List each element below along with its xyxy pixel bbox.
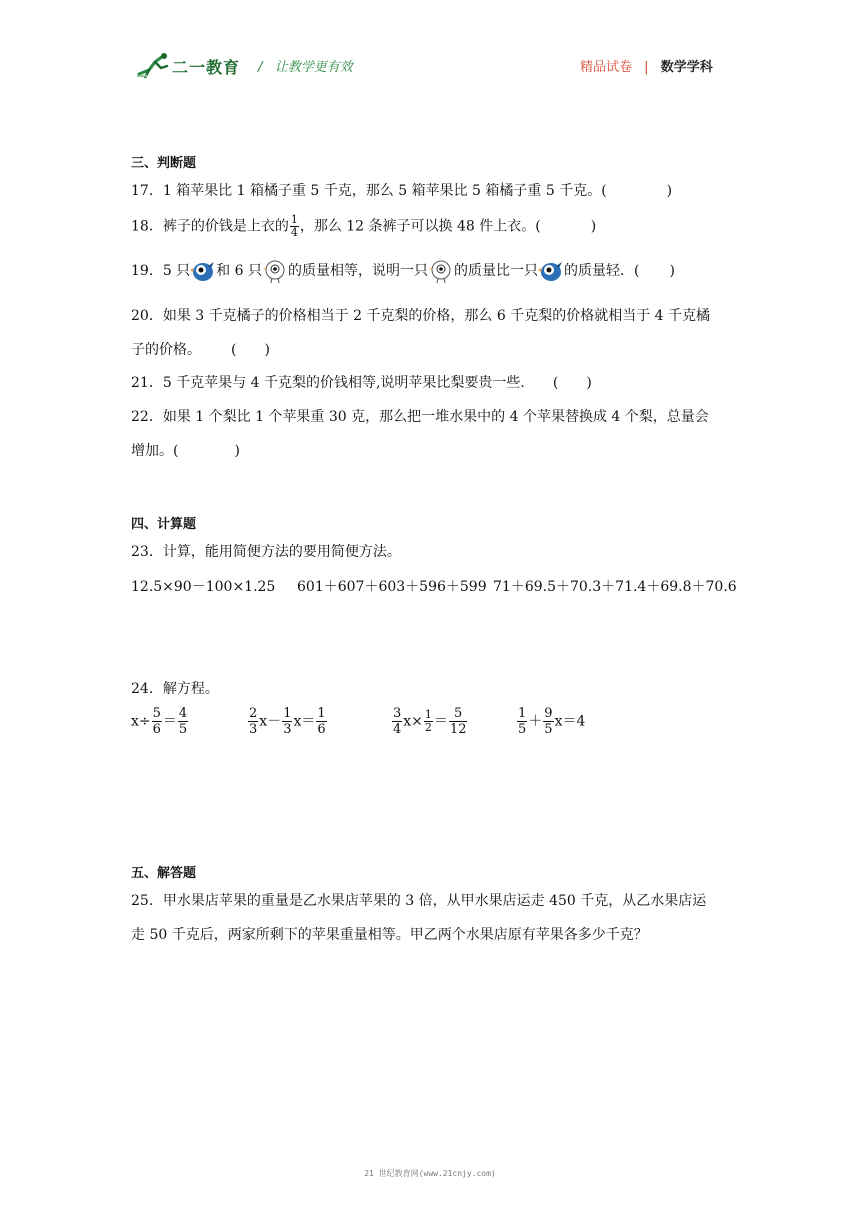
eq3-frac-1: $\frac{3}{4}$ <box>393 706 402 737</box>
question-17 <box>131 180 672 200</box>
equation-2 <box>247 706 328 737</box>
logo-text: 二一教育 <box>172 58 241 77</box>
blue-bird-icon-2 <box>538 258 564 284</box>
question-19 <box>131 258 675 284</box>
question-21 <box>131 372 592 392</box>
header-right <box>580 56 713 75</box>
q18-text-b: ，那么 12 条裤子可以换 48 件上衣。( <box>299 218 541 235</box>
equation-1 <box>131 706 189 737</box>
question-24: 24．解方程。 <box>131 681 219 697</box>
eq3-x1: x× <box>403 713 423 730</box>
q20-text: 子的价格。 <box>131 342 201 358</box>
logo-runner-icon <box>137 52 171 78</box>
q22-text: 增加。( <box>131 443 179 459</box>
eq1-prefix: x÷ <box>131 713 151 730</box>
question-20-line1: 20．如果 3 千克橘子的价格相当于 2 千克梨的价格，那么 6 千克梨的价格就相当于 4 千克橘 <box>131 308 711 324</box>
question-22-line2 <box>131 440 240 460</box>
eq4-tail: x＝4 <box>554 713 586 730</box>
eq1-frac-2: $\frac{4}{5}$ <box>178 706 188 737</box>
eq4-frac-1: $\frac{1}{5}$ <box>518 706 527 737</box>
eq3-frac-2: $\frac{1}{2}$ <box>424 708 432 734</box>
slogan-slash: / <box>258 60 263 75</box>
question-23: 23．计算，能用简便方法的要用简便方法。 <box>131 544 401 560</box>
question-20-line2 <box>131 339 270 359</box>
eq4-frac-2: $\frac{9}{5}$ <box>544 706 553 737</box>
eq3-frac-3: $\frac{5}{12}$ <box>449 706 467 737</box>
section-title-4: 四、计算题 <box>131 517 197 532</box>
question-18 <box>131 214 596 239</box>
eq3-equals: ＝ <box>433 713 448 730</box>
q18-text-a: 18．裤子的价钱是上衣的 <box>131 218 289 235</box>
blue-bird-icon <box>190 258 216 284</box>
section-title-5: 五、解答题 <box>131 866 197 881</box>
eq2-x1: x－ <box>259 713 282 730</box>
eq1-frac-1: $\frac{5}{6}$ <box>152 706 161 737</box>
q18-close: ) <box>590 218 597 235</box>
calc-3: 71＋69.5＋70.3＋71.4＋69.8＋70.6 <box>493 579 737 595</box>
header-separator: | <box>644 60 649 75</box>
question-25-line2: 走 50 千克后，两家所剩下的苹果重量相等。甲乙两个水果店原有苹果各多少千克？ <box>131 927 648 943</box>
calc-2: 601＋607＋603＋596＋599 <box>297 579 487 595</box>
header-subject: 数学学科 <box>660 60 713 75</box>
q19-text-a: 19．5 只 <box>131 263 191 279</box>
equation-4 <box>516 706 585 737</box>
eq2-frac-3: $\frac{1}{6}$ <box>317 706 326 737</box>
q17-close: ) <box>666 183 673 199</box>
eq4-plus: ＋ <box>528 713 543 730</box>
q22-close: ) <box>234 443 240 459</box>
header-slogan <box>258 56 353 75</box>
calc-1: 12.5×90－100×1.25 <box>131 579 276 595</box>
slogan-text: 让教学更有效 <box>274 60 353 75</box>
q19-close: ) <box>669 263 675 279</box>
q20-paren: ( ) <box>231 342 270 358</box>
q19-text-c: 的质量相等，说明一只 <box>287 263 428 279</box>
q18-fraction: $\frac{1}{4}$ <box>290 213 298 239</box>
q19-text-b: 和 6 只 <box>216 263 262 279</box>
eq1-equals: ＝ <box>162 713 177 730</box>
header-label: 精品试卷 <box>580 60 633 75</box>
eq2-frac-1: $\frac{2}{3}$ <box>249 706 258 737</box>
equation-3 <box>391 706 468 737</box>
q19-text-e: 的质量轻．( <box>563 263 640 279</box>
question-22-line1: 22．如果 1 个梨比 1 个苹果重 30 克，那么把一堆水果中的 4 个苹果替换成 4 个梨，总量会 <box>131 409 709 425</box>
eq2-frac-2: $\frac{1}{3}$ <box>283 706 292 737</box>
white-bird-icon-2 <box>428 258 454 284</box>
white-bird-icon <box>262 258 288 284</box>
q21-paren: ( ) <box>552 375 592 391</box>
question-25-line1: 25．甲水果店苹果的重量是乙水果店苹果的 3 倍，从甲水果店运走 450 千克，从乙水果店运 <box>131 893 707 909</box>
q17-text: 17．1 箱苹果比 1 箱橘子重 5 千克，那么 5 箱苹果比 5 箱橘子重 5 千克。( <box>131 183 607 199</box>
q19-text-d: 的质量比一只 <box>453 263 538 279</box>
footer-text: 21 世纪教育网(www.21cnjy.com) <box>364 1169 496 1178</box>
q21-text: 21．5 千克苹果与 4 千克梨的价钱相等,说明苹果比梨要贵一些. <box>131 375 525 391</box>
eq2-x2: x＝ <box>293 713 316 730</box>
section-title-3: 三、判断题 <box>131 156 197 171</box>
